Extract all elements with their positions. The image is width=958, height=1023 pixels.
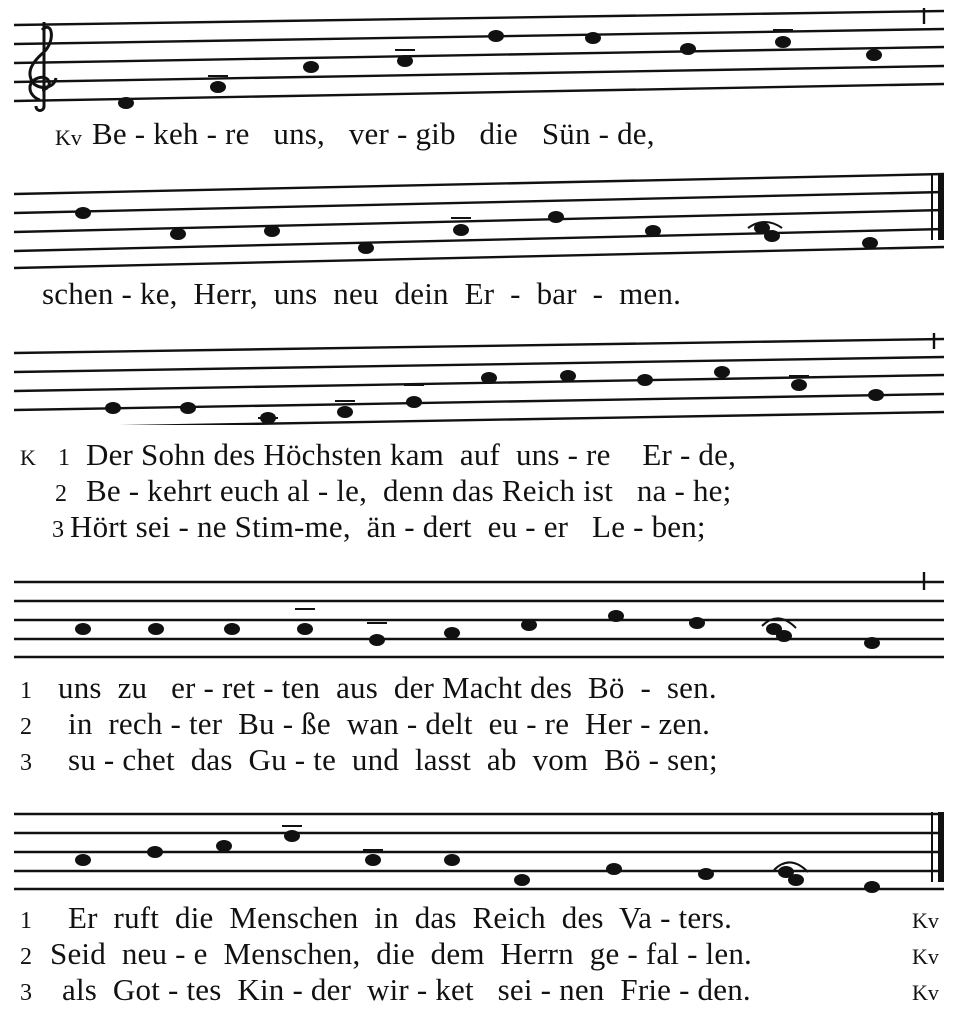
lyric-line: Hört sei - ne Stim-me, än - dert eu - er Le - ben; — [70, 509, 706, 544]
note — [608, 610, 624, 622]
note — [698, 868, 714, 880]
verse-number: 3 — [20, 980, 32, 1006]
note — [560, 370, 576, 382]
lyric-line: als Got - tes Kin - der wir - ket sei - nen Frie - den. — [62, 972, 751, 1007]
note — [264, 225, 280, 237]
verse-number: 2 — [20, 944, 32, 970]
note — [864, 881, 880, 893]
system-3 — [0, 315, 958, 555]
note — [791, 379, 807, 391]
note — [75, 207, 91, 219]
note — [369, 634, 385, 646]
note — [862, 237, 878, 249]
note — [75, 623, 91, 635]
note — [714, 366, 730, 378]
note — [521, 619, 537, 631]
verse-number: 3 — [52, 517, 64, 543]
note — [864, 637, 880, 649]
system-2 — [0, 160, 958, 310]
note — [118, 97, 134, 109]
note — [444, 854, 460, 866]
note — [337, 406, 353, 418]
refrain-return-label: Kv — [912, 980, 939, 1005]
note — [180, 402, 196, 414]
note — [868, 389, 884, 401]
lyric-line: Seid neu - e Menschen, die dem Herrn ge - fal - len. — [50, 936, 752, 971]
system-4 — [0, 560, 958, 785]
note — [358, 242, 374, 254]
staff-3 — [0, 315, 958, 425]
note — [788, 874, 804, 886]
staff-5 — [0, 790, 958, 900]
staff-4 — [0, 560, 958, 670]
lyric-line: uns zu er - ret - ten aus der Macht des Bö - sen. — [58, 670, 717, 705]
refrain-label: Kv — [55, 125, 82, 150]
system-1 — [0, 0, 958, 160]
verse-number: 1 — [20, 678, 32, 704]
staff-2 — [0, 160, 958, 270]
refrain-return-label: Kv — [912, 944, 939, 969]
lyric-line: in rech - ter Bu - ße wan - delt eu - re Her - zen. — [68, 706, 711, 741]
note — [606, 863, 622, 875]
note — [297, 623, 313, 635]
lyric-line: Be - keh - re uns, ver - gib die Sün - de, — [92, 116, 655, 151]
note — [585, 32, 601, 44]
note — [514, 874, 530, 886]
note — [689, 617, 705, 629]
note — [406, 396, 422, 408]
treble-clef-icon — [30, 22, 56, 111]
lyric-line: schen - ke, Herr, uns neu dein Er - bar - men. — [42, 276, 682, 311]
note — [397, 55, 413, 67]
note — [637, 374, 653, 386]
note — [764, 230, 780, 242]
lyric-line: Be - kehrt euch al - le, denn das Reich ist na - he; — [86, 473, 732, 508]
system-5 — [0, 790, 958, 1023]
lyric-line: Er ruft die Menschen in das Reich des Va - ters. — [68, 900, 733, 935]
note — [224, 623, 240, 635]
note — [444, 627, 460, 639]
staff-1 — [0, 0, 958, 120]
verse-number: 1 — [58, 445, 70, 471]
note — [645, 225, 661, 237]
note — [147, 846, 163, 858]
note — [105, 402, 121, 414]
lyric-line: Der Sohn des Höchsten kam auf uns - re Er - de, — [86, 437, 737, 472]
verse-number: 2 — [20, 714, 32, 740]
note — [148, 623, 164, 635]
verse-number: 3 — [20, 750, 32, 776]
note — [453, 224, 469, 236]
verse-number: 2 — [55, 481, 67, 507]
note — [488, 30, 504, 42]
note — [365, 854, 381, 866]
refrain-return-label: Kv — [912, 908, 939, 933]
note — [303, 61, 319, 73]
note — [776, 630, 792, 642]
verse-number: 1 — [20, 908, 32, 934]
note — [680, 43, 696, 55]
note — [75, 854, 91, 866]
note — [548, 211, 564, 223]
cantor-label: K — [20, 445, 36, 470]
note — [481, 372, 497, 384]
note — [284, 830, 300, 842]
note — [210, 81, 226, 93]
note — [170, 228, 186, 240]
note — [775, 36, 791, 48]
lyric-line: su - chet das Gu - te und lasst ab vom Bö - sen; — [68, 742, 718, 777]
note — [216, 840, 232, 852]
note — [866, 49, 882, 61]
